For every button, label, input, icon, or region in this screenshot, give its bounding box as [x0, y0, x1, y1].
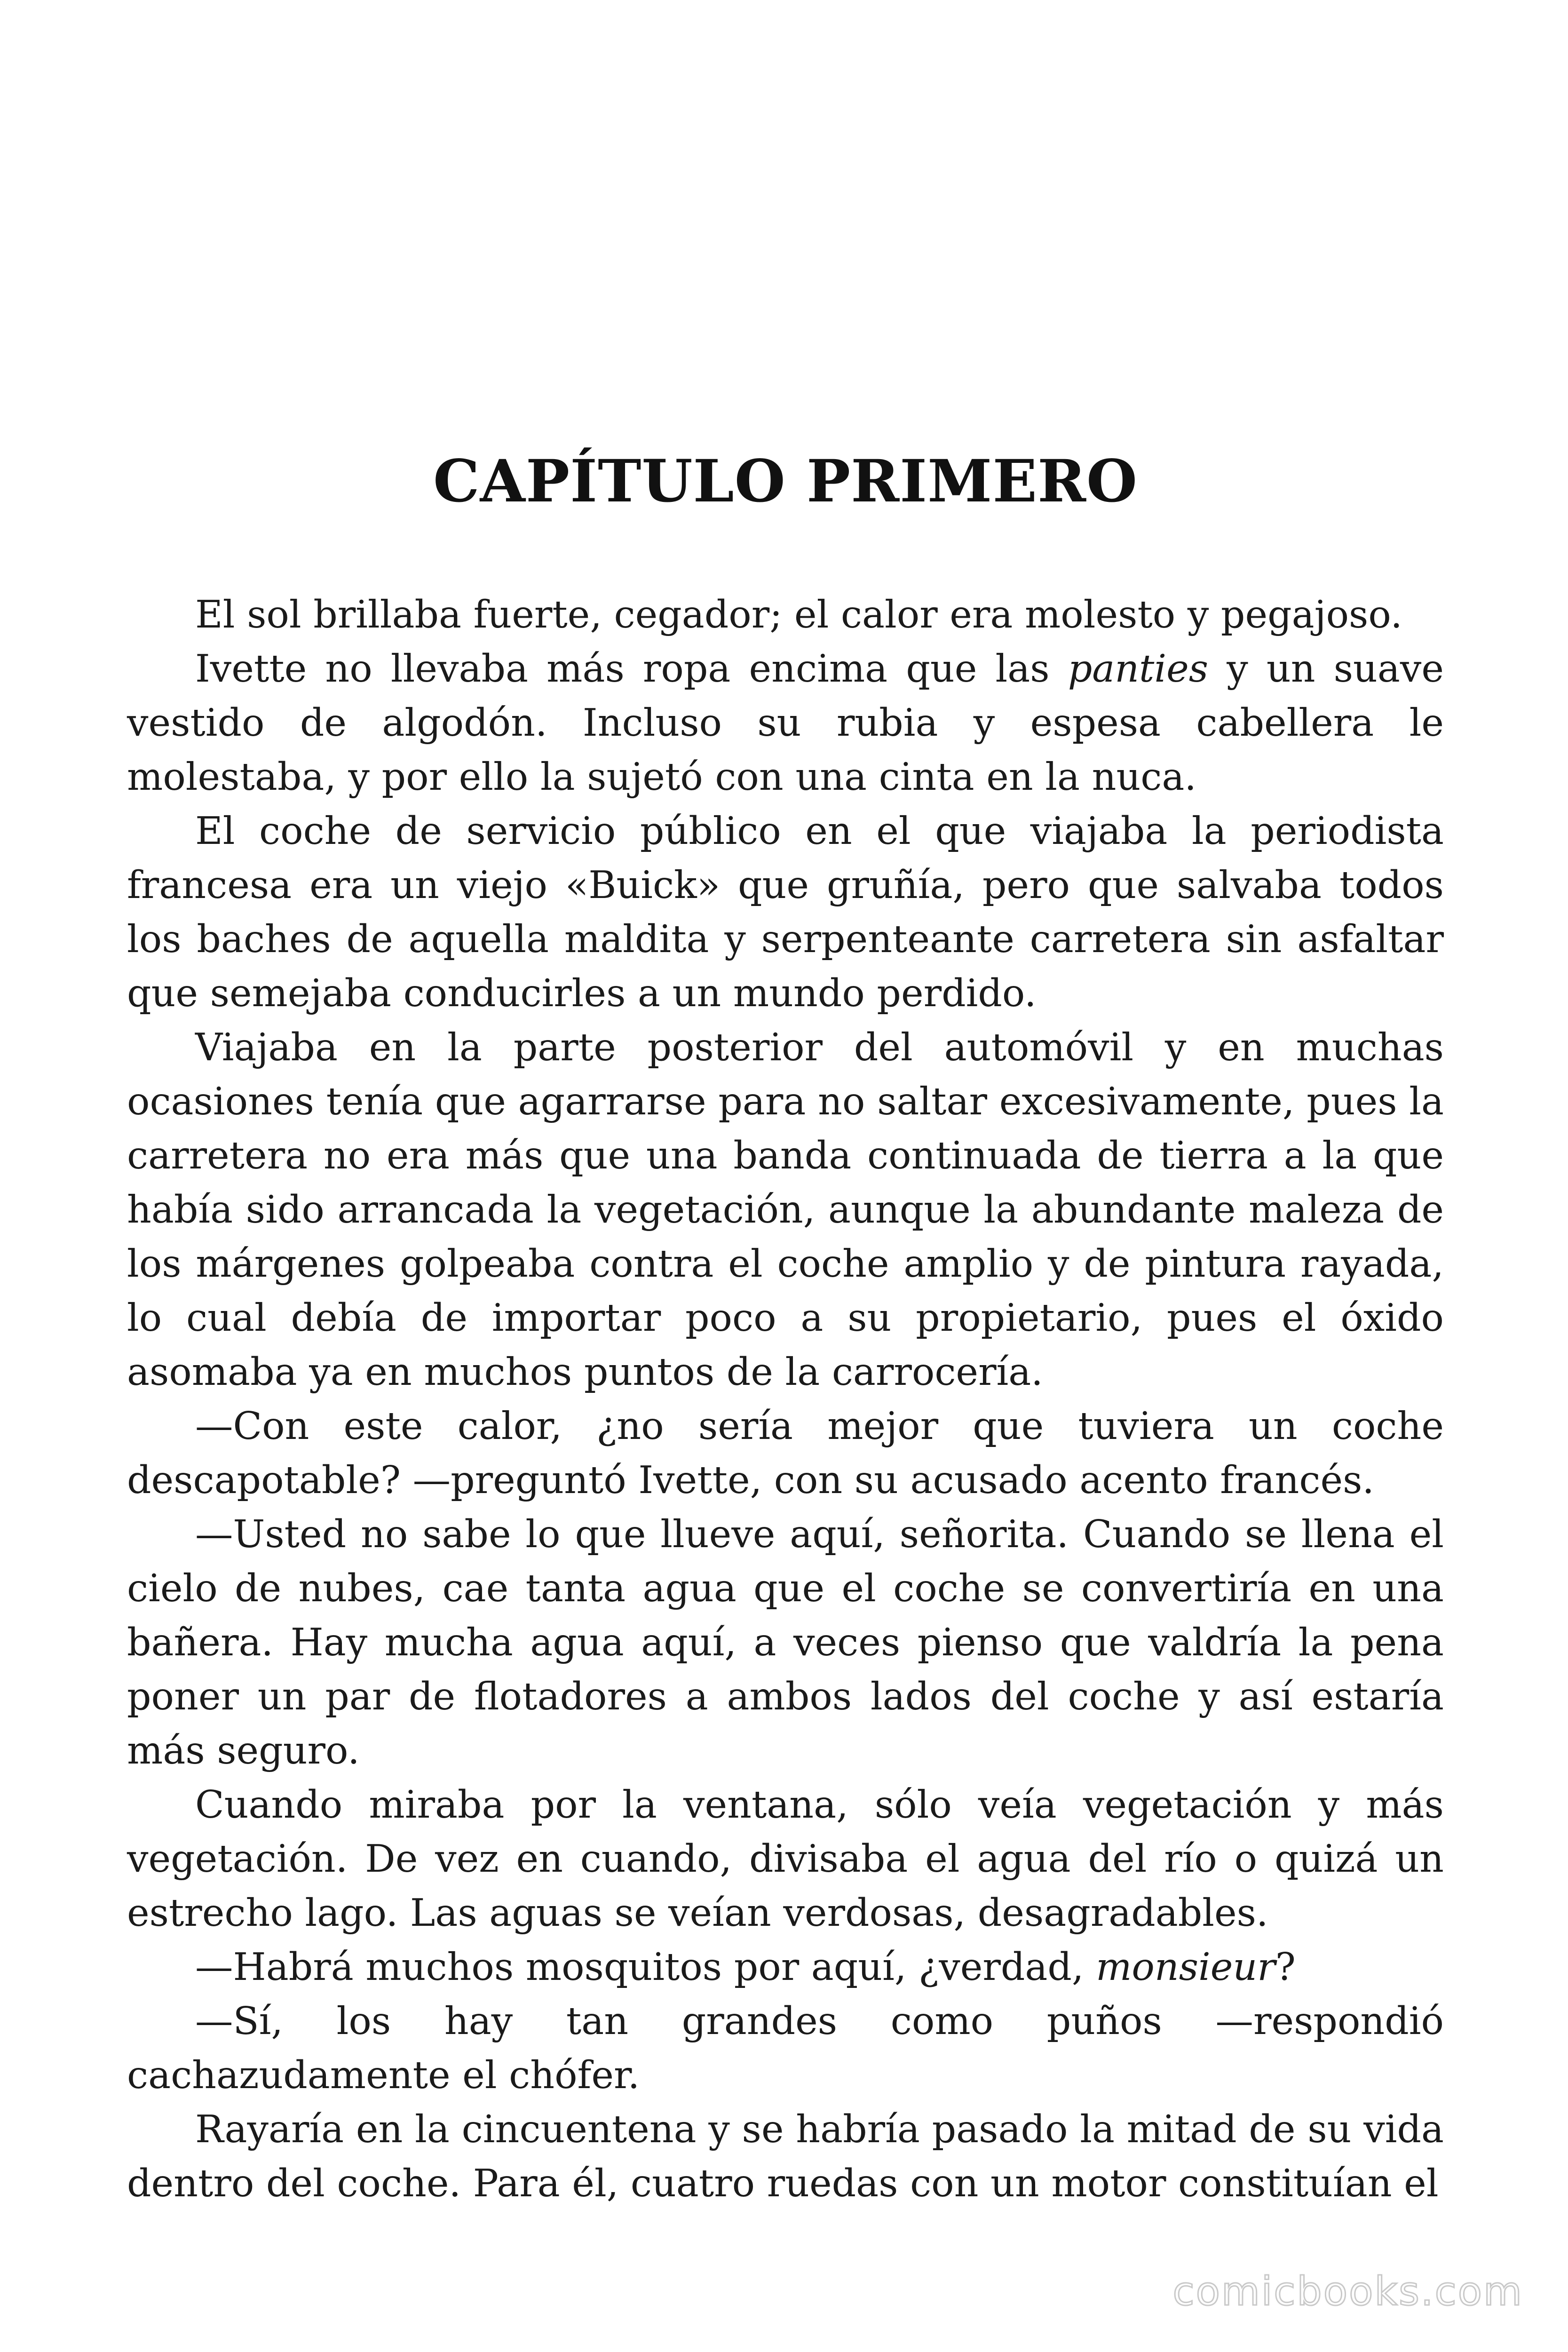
- paragraph-text: ?: [1275, 1944, 1296, 1989]
- italic-word: panties: [1068, 646, 1209, 691]
- site-watermark: comicbooks.com: [1172, 2268, 1523, 2314]
- paragraph-text: Ivette no llevaba más ropa encima que las: [195, 646, 1068, 691]
- paragraph: Viajaba en la parte posterior del automóvil y en muchas ocasiones tenía que agarrarse para no saltar excesivamente, pues la carretera no era más que una banda continuada de tierra a la que había sido arrancada la vegetación, aunque la abundante maleza de los márgenes golpeaba contra el coche amplio y de pintura rayada, lo cual debía de importar poco a su propietario, pues el óxido asomaba ya en muchos puntos de la carrocería.: [127, 1025, 1444, 1394]
- italic-word: monsieur: [1096, 1944, 1275, 1989]
- paragraph: [127, 1940, 1444, 1994]
- paragraph: Rayaría en la cincuentena y se habría pasado la mitad de su vida dentro del coche. Para él, cuatro ruedas con un motor constituían el: [127, 2106, 1444, 2205]
- text-block: [127, 447, 1444, 2210]
- paragraph: El sol brillaba fuerte, cegador; el calor era molesto y pegajoso.: [195, 592, 1402, 636]
- chapter-title: CAPÍTULO PRIMERO: [433, 447, 1138, 516]
- paragraph: —Usted no sabe lo que llueve aquí, señorita. Cuando se llena el cielo de nubes, cae tanta agua que el coche se convertiría en una bañera. Hay mucha agua aquí, a veces pienso que valdría la pena poner un par de flotadores a ambos lados del coche y así estaría más seguro.: [127, 1511, 1444, 1772]
- paragraph: Cuando miraba por la ventana, sólo veía vegetación y más vegetación. De vez en cuando, divisaba el agua del río o quizá un estrecho lago. Las aguas se veían verdosas, desagradables.: [127, 1782, 1444, 1935]
- paragraph: —Con este calor, ¿no sería mejor que tuviera un coche descapotable? —preguntó Ivette, con su acusado acento francés.: [127, 1403, 1444, 1502]
- paragraph-text: —Habrá muchos mosquitos por aquí, ¿verdad,: [195, 1944, 1096, 1989]
- paragraph-text: y un suave vestido de algodón. Incluso su rubia y espesa cabellera le molestaba, y por ello la sujetó con una cinta en la nuca.: [127, 646, 1444, 799]
- paragraph: El coche de servicio público en el que viajaba la periodista francesa era un viejo «Buick» que gruñía, pero que salvaba todos los baches de aquella maldita y serpenteante carretera sin asfaltar que semejaba conducirles a un mundo perdido.: [127, 808, 1444, 1015]
- paragraph: —Sí, los hay tan grandes como puños —respondió cachazudamente el chófer.: [127, 1998, 1444, 2097]
- paragraph: [127, 642, 1444, 804]
